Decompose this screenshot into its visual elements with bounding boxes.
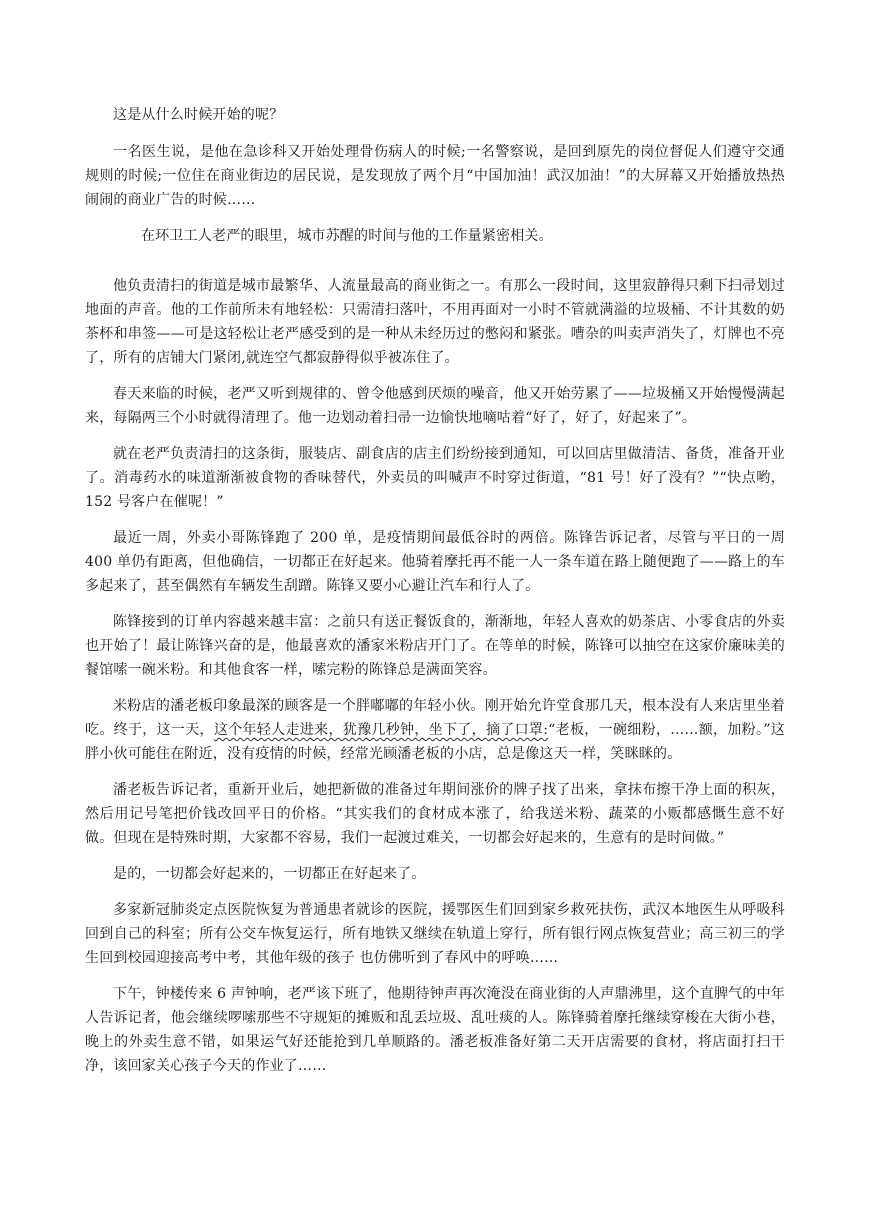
paragraph-opening-question: 这是从什么时候开始的呢？ xyxy=(113,107,284,123)
paragraph-city-recovery: 多家新冠肺炎定点医院恢复为普通患者就诊的医院，援鄂医生们回到家乡救死扶伤，武汉本地医生从呼吸科回到自己的科室；所有公交车恢复运行，所有地铁又继续在轨道上穿行，所有银行网点恢复营业；高三初三的学生回到校园迎接高考中考，其他年级的孩子 也仿佛听到了春风中的呼唤…… xyxy=(85,902,785,966)
paragraph-courier-orders: 最近一周，外卖小哥陈锋跑了 200 单，是疫情期间最低谷时的两倍。陈锋告诉记者，尽管与平日的一周 400 单仍有距离，但他确信，一切都正在好起来。他骑着摩托再不能一人一条车道在路上随便跑了——路上的车多起来了，甚至偶然有车辆发生刮蹭。陈锋又要小心避让汽车和行人了。 xyxy=(85,530,785,594)
paragraph-shops-reopen: 就在老严负责清扫的这条街，服装店、副食店的店主们纷纷接到通知，可以回店里做清洁、备货，准备开业了。消毒药水的味道渐渐被食物的香味替代，外卖员的叫喊声不时穿过街道，“81 号！好了没有？”“快点哟，152 号客户在催呢！” xyxy=(85,446,785,510)
paragraph-street-silence: 他负责清扫的街道是城市最繁华、人流量最高的商业街之一。有那么一段时间，这里寂静得只剩下扫帚划过地面的声音。他的工作前所未有地轻松：只需清扫落叶，不用再面对一小时不管就满溢的垃圾桶、不计其数的奶茶杯和串签——可是这轻松让老严感受到的是一种从未经历过的憋闷和紧张。嘈杂的叫卖声消失了，灯牌也不亮了，所有的店铺大门紧闭,就连空气都寂静得似乎被冻住了。 xyxy=(85,278,785,366)
paragraph-lead-sanitation-worker: 在环卫工人老严的眼里，城市苏醒的时间与他的工作量紧密相关。 xyxy=(141,228,553,244)
paragraph-afternoon: 下午，钟楼传来 6 声钟响，老严该下班了，他期待钟声再次淹没在商业街的人声鼎沸里，这个直脾气的中年人告诉记者，他会继续啰嗦那些不守规矩的摊贩和乱丢垃圾、乱吐痰的人。陈锋骑着摩托继续穿梭在大街小巷，晚上的外卖生意不错，如果运气好还能抢到几单顺路的。潘老板准备好第二天开店需要的食材，将店面打扫干净，该回家关心孩子今天的作业了…… xyxy=(85,986,785,1074)
paragraph-young-customer-after: “老板，一碗细粉，……额，加粉。”这胖小伙可能住在附近，没有疫情的时候，经常光顾潘老板的小店，总是像这天一样，笑眯眯的。 xyxy=(85,722,786,762)
underlined-sentence: 这个年轻人走进来，犹豫几秒钟，坐下了，摘了口罩: xyxy=(213,722,549,738)
paragraph-spring-noise: 春天来临的时候，老严又听到规律的、曾令他感到厌烦的噪音，他又开始劳累了——垃圾桶又开始慢慢满起来，每隔两三个小时就得清理了。他一边划动着扫帚一边愉快地嘀咕着“好了，好了，好起来了”。 xyxy=(85,386,785,426)
paragraph-boss-pan: 潘老板告诉记者，重新开业后，她把新做的准备过年期间涨价的牌子找了出来，拿抹布擦干净上面的积灰，然后用记号笔把价钱改回平日的价格。“其实我们的食材成本涨了，给我送米粉、蔬菜的小贩都感慨生意不好做。但现在是特殊时期，大家都不容易，我们一起渡过难关，一切都会好起来的，生意有的是时间做。” xyxy=(85,782,785,846)
paragraph-young-customer-before: 米粉店的潘老板印象最深的顾客是一个胖嘟嘟的年轻小伙。刚开始允许堂食那几天，根本没有人来店里坐着吃。终于，这一天， xyxy=(85,698,785,738)
paragraph-getting-better: 是的，一切都会好起来的，一切都正在好起来了。 xyxy=(113,866,426,882)
paragraph-courier-noodles: 陈锋接到的订单内容越来越丰富：之前只有送正餐饭食的，渐渐地，年轻人喜欢的奶茶店、小零食店的外卖也开始了！最让陈锋兴奋的是，他最喜欢的潘家米粉店开门了。在等单的时候，陈锋可以抽空在这家价廉味美的餐馆嗦一碗米粉。和其他食客一样，嗦完粉的陈锋总是满面笑容。 xyxy=(85,614,785,678)
paragraph-young-customer xyxy=(85,694,785,766)
paragraph-witnesses: 一名医生说，是他在急诊科又开始处理骨伤病人的时候;一名警察说，是回到原先的岗位督促人们遵守交通规则的时候;一位住在商业街边的居民说，是发现放了两个月“中国加油！武汉加油！”的大屏幕又开始播放热热闹闹的商业广告的时候…… xyxy=(85,144,785,208)
article-body xyxy=(85,103,785,1090)
